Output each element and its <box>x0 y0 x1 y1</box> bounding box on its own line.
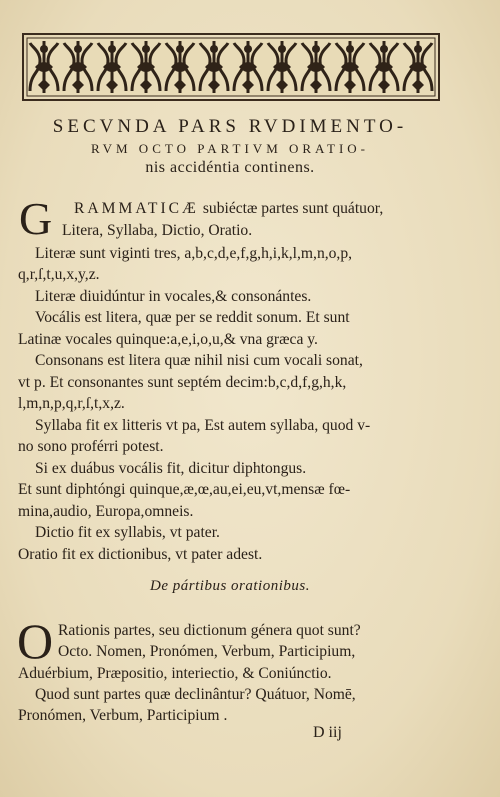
paragraph2-line-4: Quod sunt partes quæ declinântur? Quátuor, Nomē, <box>35 686 356 703</box>
text-line-7: vt p. Et consonantes sunt septém decim:b,c,d,f,g,h,k, <box>18 374 347 391</box>
paragraph2-line-3: Aduérbium, Præpositio, interiectio, & Coniúnctio. <box>18 665 332 682</box>
text-line-2: q,r,ſ,t,u,x,y,z. <box>18 266 100 283</box>
paragraph1-first-rest: subiéctæ partes sunt quátuor, <box>202 200 384 217</box>
text-line-1: Literæ sunt viginti tres, a,b,c,d,e,f,g,h,i,k,l,m,n,o,p, <box>35 245 353 262</box>
text-line-3: Literæ diuidúntur in vocales,& consonántes. <box>35 288 312 305</box>
text-line-10: no sono proférri potest. <box>18 438 164 455</box>
text-line-15: Oratio fit ex dictionibus, vt pater adest. <box>18 546 263 563</box>
paragraph2-line-5: Pronómen, Verbum, Participium . <box>18 707 228 724</box>
text-line-6: Consonans est litera quæ nihil nisi cum vocali sonat, <box>35 352 363 369</box>
dropcap-g: G <box>19 193 53 244</box>
text-line-8: l,m,n,p,q,r,ſ,t,x,z. <box>18 395 125 412</box>
text-line-13: mina,audio, Europa,omneis. <box>18 503 194 520</box>
signature-mark: D iij <box>313 724 342 741</box>
text-line-12: Et sunt diphtóngi quinque,æ,œ,au,ei,eu,vt,mensæ fœ- <box>18 481 351 498</box>
paragraph2-line-1: Rationis partes, seu dictionum génera quot sunt? <box>58 622 361 639</box>
section-title: De pártibus orationibus. <box>150 578 310 594</box>
text-line-11: Si ex duábus vocális fit, dicitur diphtongus. <box>35 460 307 477</box>
paragraph1-first-line <box>74 200 383 218</box>
paragraph2-line-2: Octo. Nomen, Pronómen, Verbum, Participium, <box>58 643 356 660</box>
heading-line-2: RVM OCTO PARTIVM ORATIO- <box>90 141 369 156</box>
text-line-4: Vocális est litera, quæ per se reddit sonum. Et sunt <box>35 309 350 326</box>
heading-line-1: SECVNDA PARS RVDIMENTO- <box>52 116 408 137</box>
text-line-14: Dictio fit ex syllabis, vt pater. <box>35 524 220 541</box>
grammaticae-caps: RAMMATICÆ <box>74 200 199 217</box>
text-line-9: Syllaba fit ex litteris vt pa, Est autem syllaba, quod v- <box>35 417 371 434</box>
text-line-5: Latinæ vocales quinque:a,e,i,o,u,& vna græca y. <box>18 331 318 348</box>
dropcap-o: O <box>17 613 54 669</box>
decorative-headpiece-ornament <box>22 33 440 101</box>
paragraph1-second-line: Litera, Syllaba, Dictio, Oratio. <box>62 222 253 239</box>
heading-line-3: nis accidéntia continens. <box>145 159 315 176</box>
